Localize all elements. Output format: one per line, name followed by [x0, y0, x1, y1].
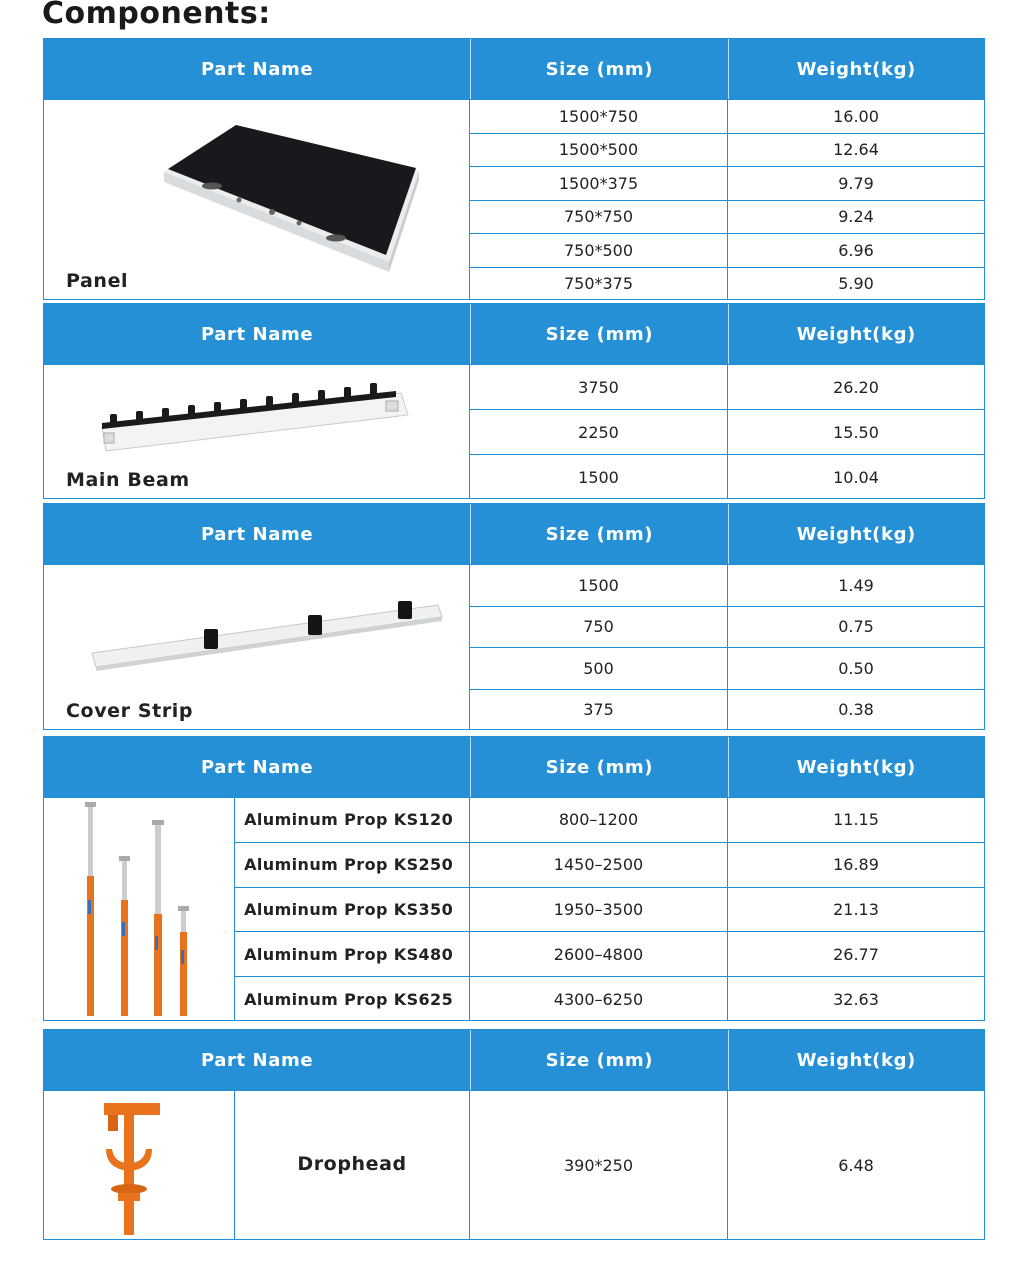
weight-header: Weight(kg) [796, 523, 916, 545]
table-row [470, 607, 984, 649]
weight-cell: 32.63 [833, 989, 879, 1009]
cover-strip-table [43, 503, 985, 730]
prop-rows [470, 798, 984, 1021]
prop-name-cell: Aluminum Prop KS120 [235, 798, 469, 843]
table-row [470, 234, 984, 268]
table-row [470, 167, 984, 201]
page-title: Components: [42, 0, 271, 31]
size-cell: 500 [470, 648, 728, 689]
weight-cell: 0.75 [838, 617, 874, 637]
table-row [470, 565, 984, 607]
size-cell: 1500 [470, 565, 728, 606]
size-cell: 2250 [470, 410, 728, 454]
weight-cell: 11.15 [833, 810, 879, 830]
size-cell: 750*375 [470, 268, 728, 301]
size-cell: 2600–4800 [470, 932, 728, 976]
table-row [470, 134, 984, 168]
size-header: Size (mm) [471, 304, 728, 364]
panel-table [43, 38, 985, 300]
weight-cell: 26.77 [833, 944, 879, 964]
main-beam-rows [470, 365, 984, 499]
table-header [44, 304, 984, 365]
table-row [470, 455, 984, 499]
panel-image [164, 120, 424, 275]
table-row [470, 1091, 984, 1240]
table-row [470, 798, 984, 843]
size-cell: 390*250 [470, 1091, 728, 1240]
size-cell: 4300–6250 [470, 977, 728, 1021]
drophead-image-cell [44, 1091, 235, 1240]
weight-cell: 6.96 [838, 240, 874, 260]
size-header: Size (mm) [471, 737, 728, 797]
part-name-header: Part Name [44, 737, 471, 797]
drophead-name-column [235, 1091, 470, 1240]
prop-names-column [235, 798, 470, 1021]
weight-cell: 5.90 [838, 274, 874, 294]
size-header: Size (mm) [471, 504, 728, 564]
size-cell: 750 [470, 607, 728, 648]
table-row [470, 365, 984, 410]
weight-cell: 26.20 [833, 377, 879, 397]
size-cell: 750*500 [470, 234, 728, 267]
size-cell: 1500*375 [470, 167, 728, 200]
weight-cell: 10.04 [833, 467, 879, 487]
table-row [470, 268, 984, 301]
weight-cell: 0.38 [838, 700, 874, 720]
cover-strip-label: Cover Strip [66, 700, 194, 722]
prop-name-cell: Aluminum Prop KS480 [235, 932, 469, 977]
table-row [470, 843, 984, 888]
weight-cell: 9.79 [838, 173, 874, 193]
part-name-header: Part Name [44, 39, 471, 99]
aluminum-prop-image-cell [44, 798, 235, 1021]
aluminum-prop-image [74, 800, 214, 1020]
panel-rows [470, 100, 984, 300]
table-row [470, 648, 984, 690]
prop-name-cell: Aluminum Prop KS350 [235, 888, 469, 933]
weight-cell: 12.64 [833, 140, 879, 160]
size-cell: 1950–3500 [470, 888, 728, 932]
drophead-label: Drophead [297, 1153, 407, 1175]
main-beam-image [96, 371, 416, 461]
prop-name-cell: Aluminum Prop KS625 [244, 989, 454, 1009]
main-beam-table [43, 303, 985, 499]
panel-label: Panel [66, 270, 129, 292]
weight-cell: 6.48 [838, 1156, 874, 1175]
part-name-header: Part Name [44, 304, 471, 364]
weight-cell: 0.50 [838, 658, 874, 678]
size-cell: 800–1200 [470, 798, 728, 842]
table-row [470, 410, 984, 455]
main-beam-cell [44, 365, 470, 499]
table-row [470, 977, 984, 1021]
size-cell: 1500*750 [470, 100, 728, 133]
size-header: Size (mm) [471, 39, 728, 99]
size-cell: 1500*500 [470, 134, 728, 167]
drophead-image [96, 1097, 166, 1237]
size-cell: 375 [470, 690, 728, 731]
weight-cell: 16.89 [833, 855, 879, 875]
weight-header: Weight(kg) [796, 323, 916, 345]
drophead-table [43, 1029, 985, 1240]
table-header [44, 1030, 984, 1091]
aluminum-prop-table [43, 736, 985, 1021]
table-row [470, 100, 984, 134]
weight-cell: 1.49 [838, 575, 874, 595]
panel-cell [44, 100, 470, 300]
weight-cell: 15.50 [833, 422, 879, 442]
cover-strip-rows [470, 565, 984, 730]
weight-header: Weight(kg) [796, 756, 916, 778]
size-cell: 1500 [470, 455, 728, 499]
cover-strip-cell [44, 565, 470, 730]
weight-cell: 16.00 [833, 106, 879, 126]
table-row [470, 201, 984, 235]
cover-strip-image [88, 581, 448, 681]
weight-cell: 21.13 [833, 899, 879, 919]
main-beam-label: Main Beam [66, 469, 190, 491]
size-cell: 750*750 [470, 201, 728, 234]
weight-header: Weight(kg) [796, 1049, 916, 1071]
size-cell: 3750 [470, 365, 728, 409]
table-row [470, 888, 984, 933]
prop-name-cell: Aluminum Prop KS250 [235, 843, 469, 888]
weight-header: Weight(kg) [796, 58, 916, 80]
part-name-header: Part Name [44, 504, 471, 564]
table-row [470, 932, 984, 977]
weight-cell: 9.24 [838, 207, 874, 227]
size-header: Size (mm) [471, 1030, 728, 1090]
part-name-header: Part Name [44, 1030, 471, 1090]
table-row [470, 690, 984, 731]
table-header [44, 504, 984, 565]
size-cell: 1450–2500 [470, 843, 728, 887]
table-header [44, 737, 984, 798]
drophead-rows [470, 1091, 984, 1240]
table-header [44, 39, 984, 100]
